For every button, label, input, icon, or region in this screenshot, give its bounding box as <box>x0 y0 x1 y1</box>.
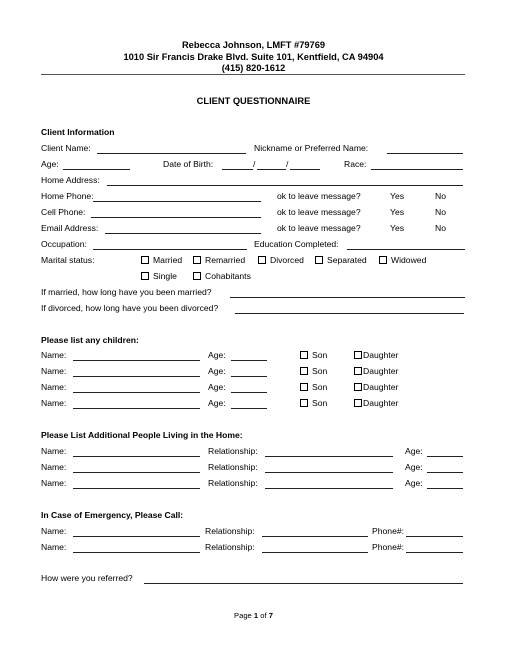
household-heading: Please List Additional People Living in the Home: <box>41 430 243 440</box>
household-relationship-label: Relationship: <box>208 478 258 488</box>
child-age-field[interactable] <box>231 376 267 377</box>
home-phone-field[interactable] <box>93 201 261 202</box>
child-age-field[interactable] <box>231 408 267 409</box>
checkbox-icon <box>354 367 362 375</box>
checkbox-icon <box>193 256 201 264</box>
emergency-relationship-label: Relationship: <box>205 526 255 536</box>
dob-slash: / <box>286 159 289 169</box>
household-name-field[interactable] <box>73 472 200 473</box>
yes-option[interactable]: Yes <box>390 191 405 201</box>
household-age-field[interactable] <box>427 456 463 457</box>
child-name-label: Name: <box>41 350 67 360</box>
daughter-checkbox[interactable]: Daughter <box>354 350 398 360</box>
single-checkbox[interactable]: Single <box>141 271 177 281</box>
child-name-label: Name: <box>41 366 67 376</box>
checkbox-icon <box>258 256 266 264</box>
referral-field[interactable] <box>144 583 463 584</box>
child-age-label: Age: <box>208 350 226 360</box>
ok-message-label: ok to leave message? <box>277 207 361 217</box>
child-age-label: Age: <box>208 382 226 392</box>
dob-day-field[interactable] <box>257 169 286 170</box>
nickname-field[interactable] <box>387 153 463 154</box>
household-relationship-field[interactable] <box>265 472 393 473</box>
client-name-label: Client Name: <box>41 143 91 153</box>
emergency-phone-label: Phone#: <box>372 542 405 552</box>
race-label: Race: <box>344 159 367 169</box>
household-relationship-label: Relationship: <box>208 462 258 472</box>
child-name-field[interactable] <box>73 408 200 409</box>
child-name-field[interactable] <box>73 376 200 377</box>
checkbox-icon <box>379 256 387 264</box>
client-info-heading: Client Information <box>41 127 115 137</box>
checkbox-icon <box>354 351 362 359</box>
cell-phone-field[interactable] <box>91 217 261 218</box>
household-name-label: Name: <box>41 478 67 488</box>
checkbox-icon <box>315 256 323 264</box>
home-address-label: Home Address: <box>41 175 100 185</box>
home-phone-label: Home Phone: <box>41 191 94 201</box>
no-option[interactable]: No <box>435 207 446 217</box>
child-name-field[interactable] <box>73 392 200 393</box>
daughter-checkbox[interactable]: Daughter <box>354 382 398 392</box>
emergency-name-label: Name: <box>41 542 67 552</box>
checkbox-icon <box>141 272 149 280</box>
checkbox-icon <box>300 367 308 375</box>
occupation-field[interactable] <box>93 249 247 250</box>
cell-phone-label: Cell Phone: <box>41 207 86 217</box>
separated-checkbox[interactable]: Separated <box>315 255 367 265</box>
household-name-label: Name: <box>41 462 67 472</box>
dob-year-field[interactable] <box>290 169 320 170</box>
if-married-label: If married, how long have you been married? <box>41 287 212 297</box>
son-checkbox[interactable]: Son <box>300 398 327 408</box>
checkbox-icon <box>300 383 308 391</box>
household-relationship-field[interactable] <box>265 456 393 457</box>
household-age-label: Age: <box>405 462 423 472</box>
emergency-heading: In Case of Emergency, Please Call: <box>41 510 184 520</box>
household-age-label: Age: <box>405 478 423 488</box>
age-label: Age: <box>41 159 59 169</box>
dob-label: Date of Birth: <box>163 159 214 169</box>
provider-name: Rebecca Johnson, LMFT #79769 <box>181 40 326 50</box>
email-field[interactable] <box>105 233 261 234</box>
widowed-checkbox[interactable]: Widowed <box>379 255 426 265</box>
provider-address: 1010 Sir Francis Drake Blvd. Suite 101, Kentfield, CA 94904 <box>123 52 384 62</box>
child-name-label: Name: <box>41 398 67 408</box>
child-name-label: Name: <box>41 382 67 392</box>
emergency-phone-label: Phone#: <box>372 526 405 536</box>
dob-slash: / <box>253 159 256 169</box>
if-divorced-field[interactable] <box>235 313 464 314</box>
daughter-checkbox[interactable]: Daughter <box>354 366 398 376</box>
dob-month-field[interactable] <box>222 169 253 170</box>
emergency-relationship-label: Relationship: <box>205 542 255 552</box>
header-divider <box>41 74 465 75</box>
emergency-relationship-field[interactable] <box>262 536 368 537</box>
emergency-relationship-field[interactable] <box>262 552 368 553</box>
emergency-phone-field[interactable] <box>406 536 463 537</box>
checkbox-icon <box>300 399 308 407</box>
emergency-phone-field[interactable] <box>406 552 463 553</box>
emergency-name-label: Name: <box>41 526 67 536</box>
remarried-checkbox[interactable]: Remarried <box>193 255 245 265</box>
household-age-field[interactable] <box>427 488 463 489</box>
household-name-field[interactable] <box>73 488 200 489</box>
race-field[interactable] <box>371 169 463 170</box>
marital-status-label: Marital status: <box>41 255 95 265</box>
child-age-field[interactable] <box>231 392 267 393</box>
household-age-label: Age: <box>405 446 423 456</box>
divorced-checkbox[interactable]: Divorced <box>258 255 304 265</box>
education-label: Education Completed: <box>254 239 339 249</box>
household-relationship-field[interactable] <box>265 488 393 489</box>
household-name-field[interactable] <box>73 456 200 457</box>
daughter-checkbox[interactable]: Daughter <box>354 398 398 408</box>
checkbox-icon <box>300 351 308 359</box>
ok-message-label: ok to leave message? <box>277 191 361 201</box>
age-field[interactable] <box>63 169 130 170</box>
household-name-label: Name: <box>41 446 67 456</box>
if-divorced-label: If divorced, how long have you been divorced? <box>41 303 219 313</box>
household-age-field[interactable] <box>427 472 463 473</box>
child-age-label: Age: <box>208 366 226 376</box>
yes-option[interactable]: Yes <box>390 207 405 217</box>
son-checkbox[interactable]: Son <box>300 350 327 360</box>
nickname-label: Nickname or Preferred Name: <box>254 143 369 153</box>
page-indicator: Page 1 of 7 <box>234 611 273 620</box>
no-option[interactable]: No <box>435 223 446 233</box>
email-label: Email Address: <box>41 223 99 233</box>
child-age-field[interactable] <box>231 360 267 361</box>
document-title: CLIENT QUESTIONNAIRE <box>196 96 311 106</box>
emergency-name-field[interactable] <box>73 536 200 537</box>
provider-phone: (415) 820-1612 <box>221 63 286 73</box>
son-checkbox[interactable]: Son <box>300 382 327 392</box>
children-heading: Please list any children: <box>41 335 139 345</box>
child-age-label: Age: <box>208 398 226 408</box>
married-checkbox[interactable]: Married <box>141 255 182 265</box>
home-address-field[interactable] <box>107 185 463 186</box>
client-name-field[interactable] <box>97 153 246 154</box>
son-checkbox[interactable]: Son <box>300 366 327 376</box>
checkbox-icon <box>354 399 362 407</box>
household-relationship-label: Relationship: <box>208 446 258 456</box>
ok-message-label: ok to leave message? <box>277 223 361 233</box>
education-field[interactable] <box>347 249 465 250</box>
cohabitants-checkbox[interactable]: Cohabitants <box>193 271 251 281</box>
occupation-label: Occupation: <box>41 239 87 249</box>
checkbox-icon <box>354 383 362 391</box>
if-married-field[interactable] <box>230 297 465 298</box>
no-option[interactable]: No <box>435 191 446 201</box>
checkbox-icon <box>193 272 201 280</box>
checkbox-icon <box>141 256 149 264</box>
referral-label: How were you referred? <box>41 573 133 583</box>
child-name-field[interactable] <box>73 360 200 361</box>
yes-option[interactable]: Yes <box>390 223 405 233</box>
emergency-name-field[interactable] <box>73 552 200 553</box>
